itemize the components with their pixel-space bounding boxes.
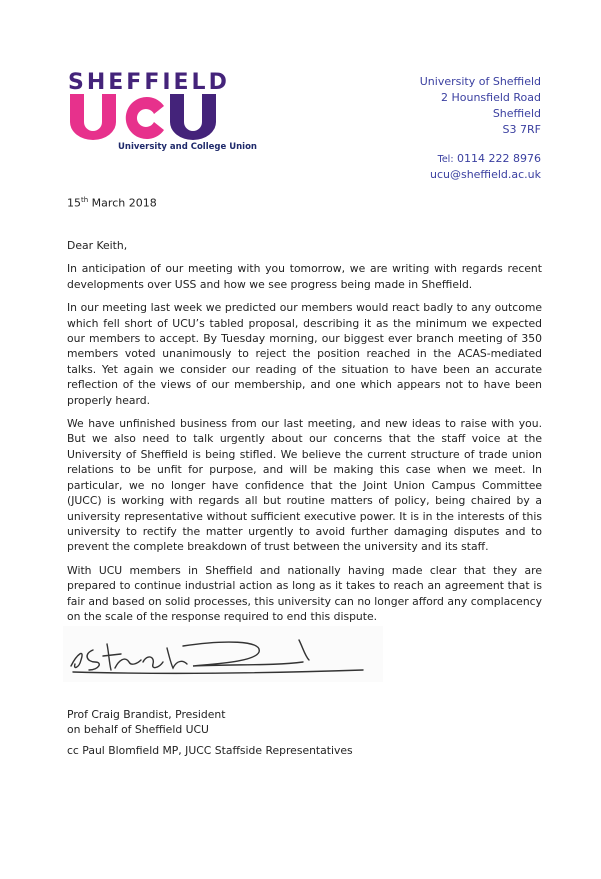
- logo-tagline: University and College Union: [118, 142, 257, 152]
- sender-address: [420, 74, 541, 138]
- address-line: 2 Hounsfield Road: [440, 91, 541, 104]
- ucu-logo-icon: [66, 92, 226, 142]
- address-line: S3 7RF: [502, 123, 541, 136]
- address-line: University of Sheffield: [419, 75, 541, 88]
- letterhead-logo: [66, 72, 266, 156]
- address-line: Sheffield: [492, 107, 541, 120]
- salutation: Dear Keith,: [67, 239, 128, 252]
- letter-date: [67, 196, 157, 210]
- signatory-affiliation: on behalf of Sheffield UCU: [67, 723, 209, 736]
- contact-details: [430, 151, 541, 182]
- tel-value: 0114 222 8976: [457, 152, 541, 165]
- paragraph: With UCU members in Sheffield and nationally having made clear that they are prepared to continue industrial action as long as it takes to reach an agreement that is fair and based on solid processes, this university can no longer afford any complacency on the scale of the response required to end this dispute.: [67, 563, 542, 623]
- tel-label: Tel:: [437, 154, 454, 165]
- date-day: 15: [67, 196, 81, 210]
- logo-city: SHEFFIELD: [68, 70, 230, 95]
- signatory-name: Prof Craig Brandist, President: [67, 708, 226, 721]
- date-rest: March 2018: [88, 196, 157, 210]
- email: ucu@sheffield.ac.uk: [429, 168, 541, 181]
- telephone: [430, 151, 541, 167]
- date-suffix: th: [81, 196, 89, 204]
- paragraph: In our meeting last week we predicted our members would react badly to any outcome which fell short of UCU’s tabled proposal, describing it as the minimum we expected our members to accept. By Tuesday morning, our biggest ever branch meeting of 350 members voted unanimously to reject the position reached in the ACAS-mediated talks. Yet again we consider our reading of the situation to have been an accurate reflection of the views of our membership, and one which appears not to have been properly heard.: [67, 301, 542, 407]
- signature-image: [63, 626, 383, 682]
- signature-icon: [63, 626, 383, 682]
- signatory: [67, 707, 225, 737]
- letter-body: [67, 238, 542, 656]
- cc-line: cc Paul Blomfield MP, JUCC Staffside Representatives: [67, 744, 353, 757]
- paragraph: In anticipation of our meeting with you tomorrow, we are writing with regards recent developments over USS and how we see progress being made in Sheffield.: [67, 262, 542, 291]
- paragraph: We have unfinished business from our last meeting, and new ideas to raise with you. But we also need to talk urgently about our concerns that the staff voice at the University of Sheffield is being stifled. We believe the current structure of trade union relations to be unfit for purpose, and will be making this case when we meet. In particular, we no longer have confidence that the Joint Union Campus Committee (JUCC) is working with regards all but routine matters of policy, being chaired by a university representative without sufficient executive power. It is in the interests of this university to rectify the matter urgently to avoid further damaging disputes and to prevent the complete breakdown of trust between the university and its staff.: [67, 417, 542, 554]
